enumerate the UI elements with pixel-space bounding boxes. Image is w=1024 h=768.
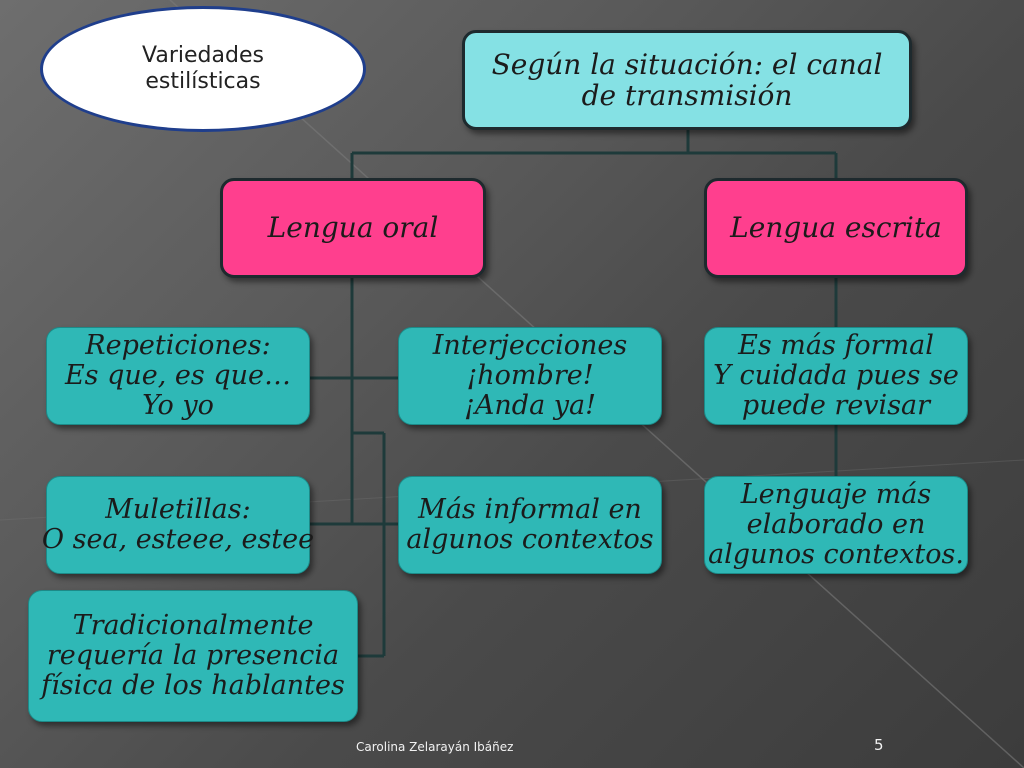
root-line-2: de transmisión [581,79,793,112]
formal-line-1: Es más formal [738,329,934,361]
title-line-1: Variedades [142,42,264,68]
repeticiones-line-3: Yo yo [142,390,214,422]
title-oval [40,6,366,132]
repeticiones-line-2: Es que, es que… [64,359,292,391]
lengua-oral-node [220,178,486,278]
informal-node [398,476,662,574]
elaborado-line-3: algunos contextos. [708,539,964,571]
elaborado-line-2: elaborado en [746,508,926,540]
formal-node [704,327,968,425]
interjecciones-line-3: ¡Anda ya! [464,390,596,422]
repeticiones-line-1: Repeticiones: [85,329,271,361]
repeticiones-node [46,327,310,425]
informal-line-1: Más informal en [418,493,642,525]
muletillas-line-1: Muletillas: [105,493,251,525]
formal-line-2: Y cuidada pues se [713,359,959,391]
muletillas-line-2: O sea, esteee, estee [41,524,315,555]
elaborado-line-1: Lenguaje más [740,478,932,510]
interjecciones-line-2: ¡hombre! [466,359,594,391]
tradicional-line-1: Tradicionalmente [72,609,314,641]
muletillas-node [41,476,315,574]
lengua-escrita-node [704,178,968,278]
lengua-escrita-label: Lengua escrita [730,211,942,245]
tradicional-line-3: física de los hablantes [41,670,345,702]
interjecciones-line-1: Interjecciones [432,329,628,361]
footer-author: Carolina Zelarayán Ibáñez [356,740,514,754]
page-number: 5 [874,736,884,754]
title-line-2: estilísticas [145,69,261,94]
informal-line-2: algunos contextos [406,524,654,555]
formal-line-3: puede revisar [741,390,931,422]
tradicional-line-2: requería la presencia [46,639,340,671]
root-line-1: Según la situación: el canal [491,47,883,81]
root-node [462,30,912,130]
tradicional-node [28,590,358,722]
elaborado-node [704,476,968,574]
interjecciones-node [398,327,662,425]
lengua-oral-label: Lengua oral [267,211,439,245]
